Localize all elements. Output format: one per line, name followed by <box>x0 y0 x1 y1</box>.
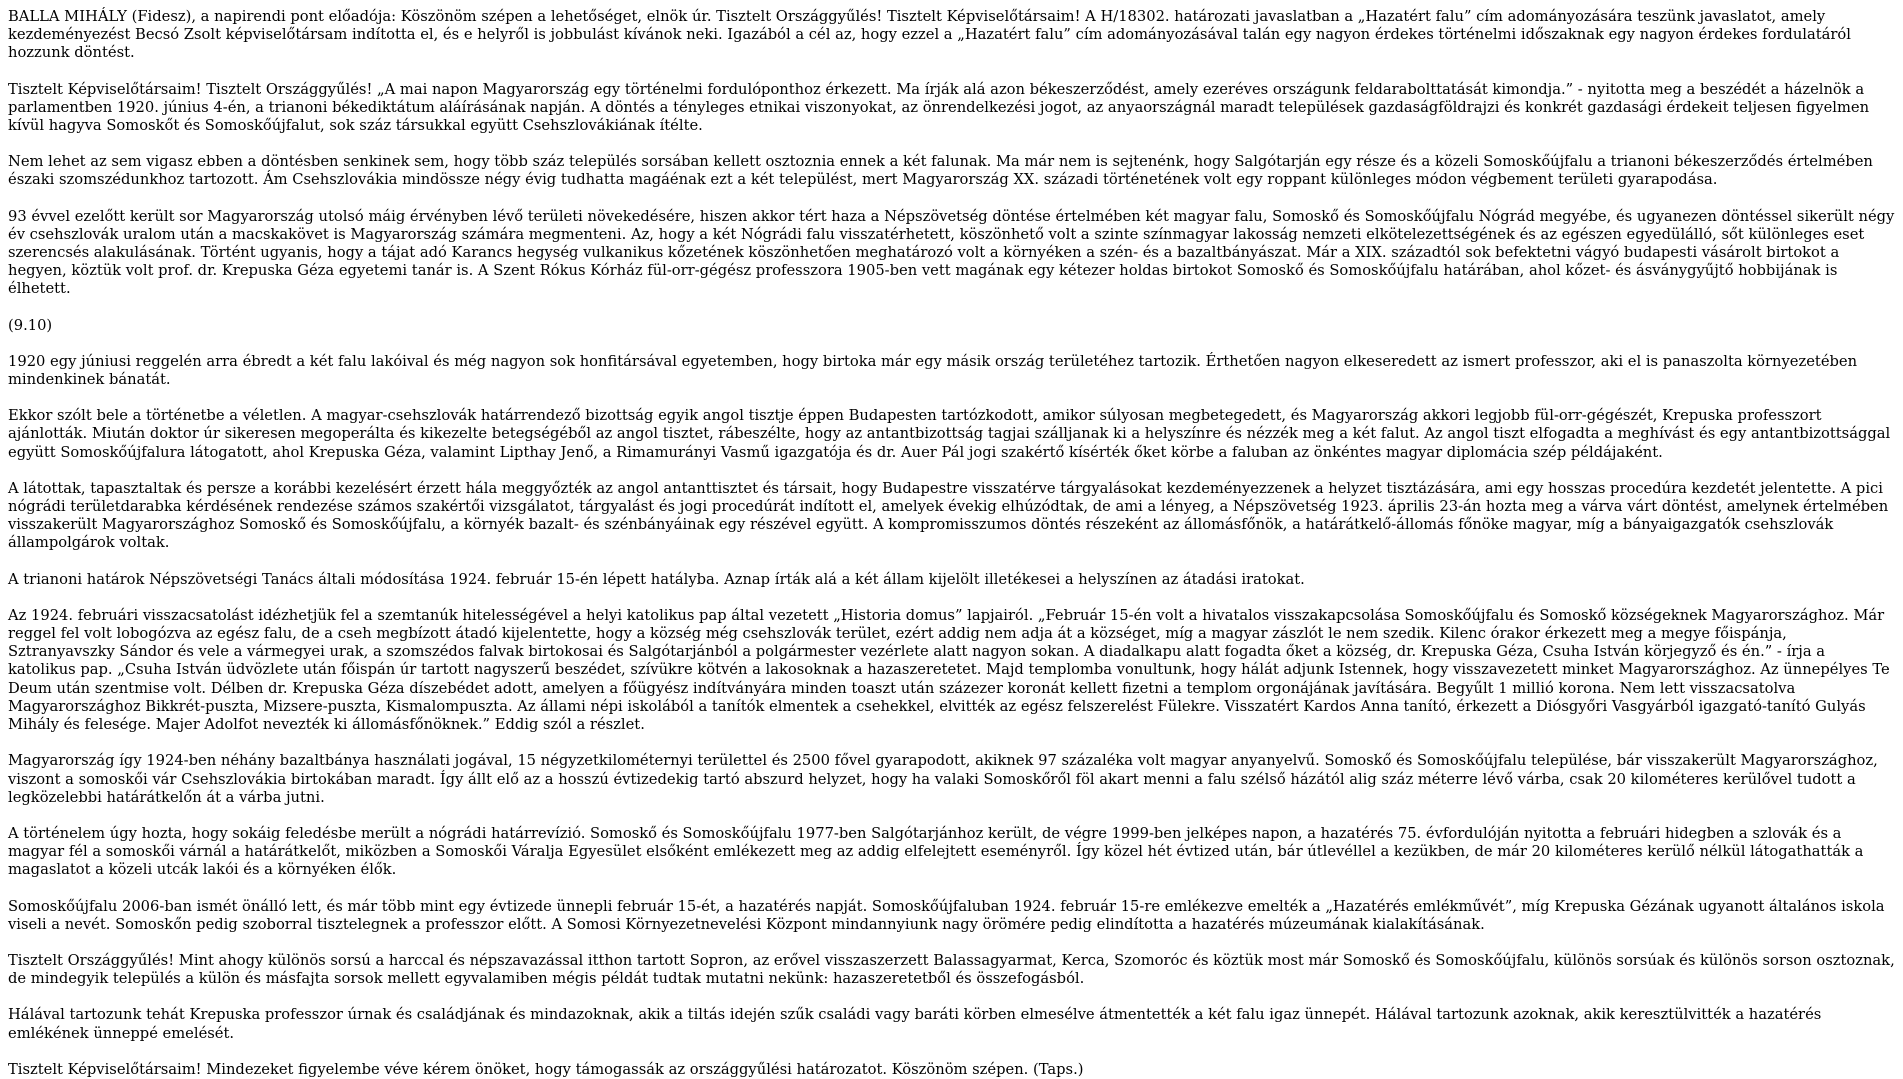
paragraph-1920-morning: 1920 egy júniusi reggelén arra ébredt a két falu lakóival és még nagyon sok honfitársával egyetemben, hogy birtoka már egy másik ország területéhez tartozik. Érthetően nagyon elkeseredett az ismert professzor, aki el is panaszolta környezetében mindenkinek bánatát. <box>8 352 1858 389</box>
paragraph-commemoration: Somoskőújfalu 2006-ban ismét önálló lett, és már több mint egy évtizede ünnepli február 15-ét, a hazatérés napját. Somoskőújfaluban 1924. február 15-re emlékezve emelték a „Hazatérés emlékművét”, míg Krepuska Gézának ugyanott általános iskola viseli a nevét. Somoskőn pedig szoborral tisztelegnek a professzor előtt. A Somosi Környezetnevelési Központ mindannyiunk nagy örömére pedig elindította a hazatérés múzeumának kialakításának. <box>8 897 1885 933</box>
paragraph-border-modification: A trianoni határok Népszövetségi Tanács általi módosítása 1924. február 15-én lépett hatályba. Aznap írták alá a két állam kijelölt illetékesei a helyszínen az átadási iratokat. <box>8 570 1305 588</box>
paragraph-special-fates: Tisztelt Országgyűlés! Mint ahogy különös sorsú a harccal és népszavazással itthon tartott Sopron, az erővel visszaszerzett Balassagyarmat, Kerca, Szomoróc és köztük most már Somoskő és Somoskőújfalu, különös sorsúak és különös sorson osztoznak, de mindegyik település a külön és másfajta sorsok mellett egyvalamiben mégis példát tudtak mutatni nekünk: hazaszeretetből és összefogásból. <box>8 951 1895 988</box>
paragraph-consolation: Nem lehet az sem vigasz ebben a döntésben senkinek sem, hogy több száz település sorsában kellett osztoznia ennek a két falunak. Ma már nem is sejtenénk, hogy Salgótarján egy része és a közeli Somoskőújfalu a trianoni békeszerződés értelmében északi szomszédunkhoz tartozott. Ám Csehszlovákia mindössze négy évig tudhatta magáénak ezt a két települést, mert Magyarország XX. századi történetének volt egy roppant különleges módon végbement területi gyarapodása. <box>8 153 1873 189</box>
paragraph-opening: BALLA MIHÁLY (Fidesz), a napirendi pont előadója: Köszönöm szépen a lehetőséget, elnök úr. Tisztelt Országgyűlés! Tisztelt Képviselőtársaim! A H/18302. határozati javaslatban a „Hazatért falu” cím adományozására teszünk javaslatot, amely kezdeményezést Becsó Zsolt képviselőtársam indította el, és e helyről is jobbulást kívánok neki. Igazából a cél az, hogy ezzel a „Hazatért falu” cím adományozásával talán egy nagyon érdekes történelmi időszaknak egy nagyon érdekes fordulatáról hozzunk döntést. <box>8 8 1851 62</box>
paragraph-gratitude: Hálával tartozunk tehát Krepuska professzor úrnak és családjának és mindazoknak, akik a tiltás idején szűk családi vagy baráti körben elmesélve átmentették a két falu igaz ünnepét. Hálával tartozunk azoknak, akik keresztülvitték a hazatérés emlékének ünneppé emelését. <box>8 1006 1822 1042</box>
paragraph-forgotten-revision: A történelem úgy hozta, hogy sokáig feledésbe merült a nógrádi határrevízió. Somoskő és Somoskőújfalu 1977-ben Salgótarjánhoz került, de végre 1999-ben jelképes napon, a hazatérés 75. évfordulóján nyitotta a februári hidegben a szlovák és a magyar fél a somoskői várnál a határátkelőt, miközben a Somoskői Váralja Egyesület elsőként emlékezett meg az addig elfelejtett eseményről. Így közel hét évtized után, bár útlevéllel a kezükben, de már 20 kilométeres kerülő nélkül látogathatták a magaslatot a közeli utcák lakói és a környéken élők. <box>8 824 1864 879</box>
paragraph-league-decision: A látottak, tapasztaltak és persze a korábbi kezelésért érzett hála meggyőzték az angol antanttisztet és társait, hogy Budapestre visszatérve tárgyalásokat kezdeményezzenek a helyzet tisztázására, ami egy hosszas procedúra kezdetét jelentette. A pici nógrádi területdarabka kérdésének rendezése számos szakértői vizsgálatot, tárgyalást és jogi procedúrát indított el, amelyek évekig elhúzódtak, de ami a lényeg, a Népszövetség 1923. április 23-án hozta meg a várva várt döntést, amelynek értelmében visszakerült Magyarországhoz Somoskő és Somoskőújfalu, a környék bazalt- és szénbányáinak egy részével együtt. A kompromisszumos döntés részeként az állomásfőnök, a határátkelő-állomás főnöke magyar, míg a bányaigazgatók csehszlovák állampolgárok voltak. <box>8 479 1889 552</box>
paragraph-chance: Ekkor szólt bele a történetbe a véletlen. A magyar-csehszlovák határrendező bizottság egyik angol tisztje éppen Budapesten tartózkodott, amikor súlyosan megbetegedett, és Magyarország akkori legjobb fül-orr-gégészét, Krepuska professzort ajánlották. Miután doktor úr sikeresen megoperálta és kikezelte betegségéből az angol tisztet, rábeszélte, hogy az antantbizottság tagjai szálljanak ki a helyszínre és nézzék meg a két falut. Az angol tiszt elfogadta a meghívást és egy antantbizottsággal együtt Somoskőújfalura látogatott, ahol Krepuska Géza, valamint Lipthay Jenő, a Rimamurányi Vasmű igazgatója és dr. Auer Pál jogi szakértő kísérték őket körbe a faluban az önkéntes magyar diplomácia szép példájaként. <box>8 407 1891 461</box>
paragraph-territorial-growth: 93 évvel ezelőtt került sor Magyarország utolsó máig érvényben lévő területi növekedésére, hiszen akkor tért haza a Népszövetség döntése értelmében két magyar falu, Somoskő és Somoskőújfalu Nógrád megyébe, és ugyanezen döntéssel sikerült négy év csehszlovák uralom után a macskakövet is Magyarország számára megmenteni. Az, hogy a két Nógrádi falu visszatérhetett, köszönhető volt a szinte színmagyar lakosság nemzeti elkötelezettségének és az egészen egyedülálló, sőt különleges eset szerencsés alakulásának. Történt ugyanis, hogy a tájat adó Karancs hegység vulkanikus kőzetének köszönhetően meghatározó volt a környéken a szén- és a bazaltbányászat. Már a XIX. századtól sok befektetni vágyó budapesti vásárolt birtokot a hegyen, köztük volt prof. dr. Krepuska Géza egyetemi tanár is. A Szent Rókus Kórház fül-orr-gégész professzora 1905-ben vett magának egy kétezer holdas birtokot Somoskő és Somoskőújfalu határában, ahol kőzet- és ásványgyűjtő hobbijának is élhetett. <box>8 207 1895 298</box>
paragraph-historia-domus: Az 1924. februári visszacsatolást idézhetjük fel a szemtanúk hitelességével a helyi katolikus pap által vezetett „Historia domus” lapjairól. „Február 15-én volt a hivatalos visszakapcsolása Somoskőújfalu és Somoskő községeknek Magyarországhoz. Már reggel fel volt lobogózva az egész falu, de a cseh megbízott átadó kijelentette, hogy a község még csehszlovák terület, ezért addig nem adja át a községet, míg a magyar zászlót le nem szedik. Kilenc órakor érkezett meg a megye főispánja, Sztranyavszky Sándor és vele a vármegyei urak, a szomszédos falvak birtokosai és Salgótarjánból a polgármester vezérlete alatt nagyon sokan. A diadalkapu alatt fogadta őket a község, dr. Krepuska Géza, Csuha István körjegyző és én.” - írja a katolikus pap. „Csuha István üdvözlete után főispán úr tartott nagyszerű beszédet, szívükre kötvén a lakosoknak a hazaszeretetet. Majd templomba vonultunk, hogy hálát adjunk Istennek, hogy visszavezetett minket Magyarországhoz. Az ünnepélyes Te Deum után szentmise volt. Délben dr. Krepuska Géza díszebédet adott, amelyen a főügyész indítványára minden toaszt után százezer koronát kellett fizetni a templom orgonájának javítására. Begyűlt 1 millió korona. Nem lett visszacsatolva Magyarországhoz Bikkrét-puszta, Mizsere-puszta, Kismalompuszta. Az állami népi iskolából a tanítók elmentek a csehekkel, elvitték az egész felszerelést Fülekre. Visszatért Kardos Anna tanító, érkezett a Diósgyőri Vasgyárból igazgató-tanító Gulyás Mihály és felesége. Majer Adolfot nevezték ki állomásfőnöknek.” Eddig szól a részlet. <box>8 606 1890 734</box>
paragraph-closing: Tisztelt Képviselőtársaim! Mindezeket figyelembe véve kérem önöket, hogy támogassák az országgyűlési határozatot. Köszönöm szépen. (Taps.) <box>8 1060 1084 1078</box>
paragraph-timestamp: (9.10) <box>8 316 53 334</box>
paragraph-trianon: Tisztelt Képviselőtársaim! Tisztelt Országgyűlés! „A mai napon Magyarország egy történelmi fordulóponthoz érkezett. Ma írják alá azon békeszerződést, amely ezeréves országunk feldarabolttatását kimondja.” - nyitotta meg a beszédét a házelnök a parlamentben 1920. június 4-én, a trianoni békediktátum aláírásának napján. A döntés a tényleges etnikai viszonyokat, az önrendelkezési jogot, az anyaországnál maradt települések gazdaságföldrajzi és konkrét gazdasági érdekeit teljesen figyelmen kívül hagyva Somoskőt és Somoskőújfalut, sok száz társukkal együtt Csehszlovákiának ítélte. <box>8 80 1870 135</box>
paragraph-gains: Magyarország így 1924-ben néhány bazaltbánya használati jogával, 15 négyzetkilométernyi területtel és 2500 fővel gyarapodott, akiknek 97 százaléka volt magyar anyanyelvű. Somoskő és Somoskőújfalu települése, bár visszakerült Magyarországhoz, viszont a somoskői vár Csehszlovákia birtokában maradt. Így állt elő az a hosszú évtizedekig tartó abszurd helyzet, hogy ha valaki Somoskőről föl akart menni a falu szélső házától alig száz méterre lévő várba, csak 20 kilométeres kerülővel tudott a legközelebbi határátkelőn át a várba jutni. <box>8 752 1878 806</box>
